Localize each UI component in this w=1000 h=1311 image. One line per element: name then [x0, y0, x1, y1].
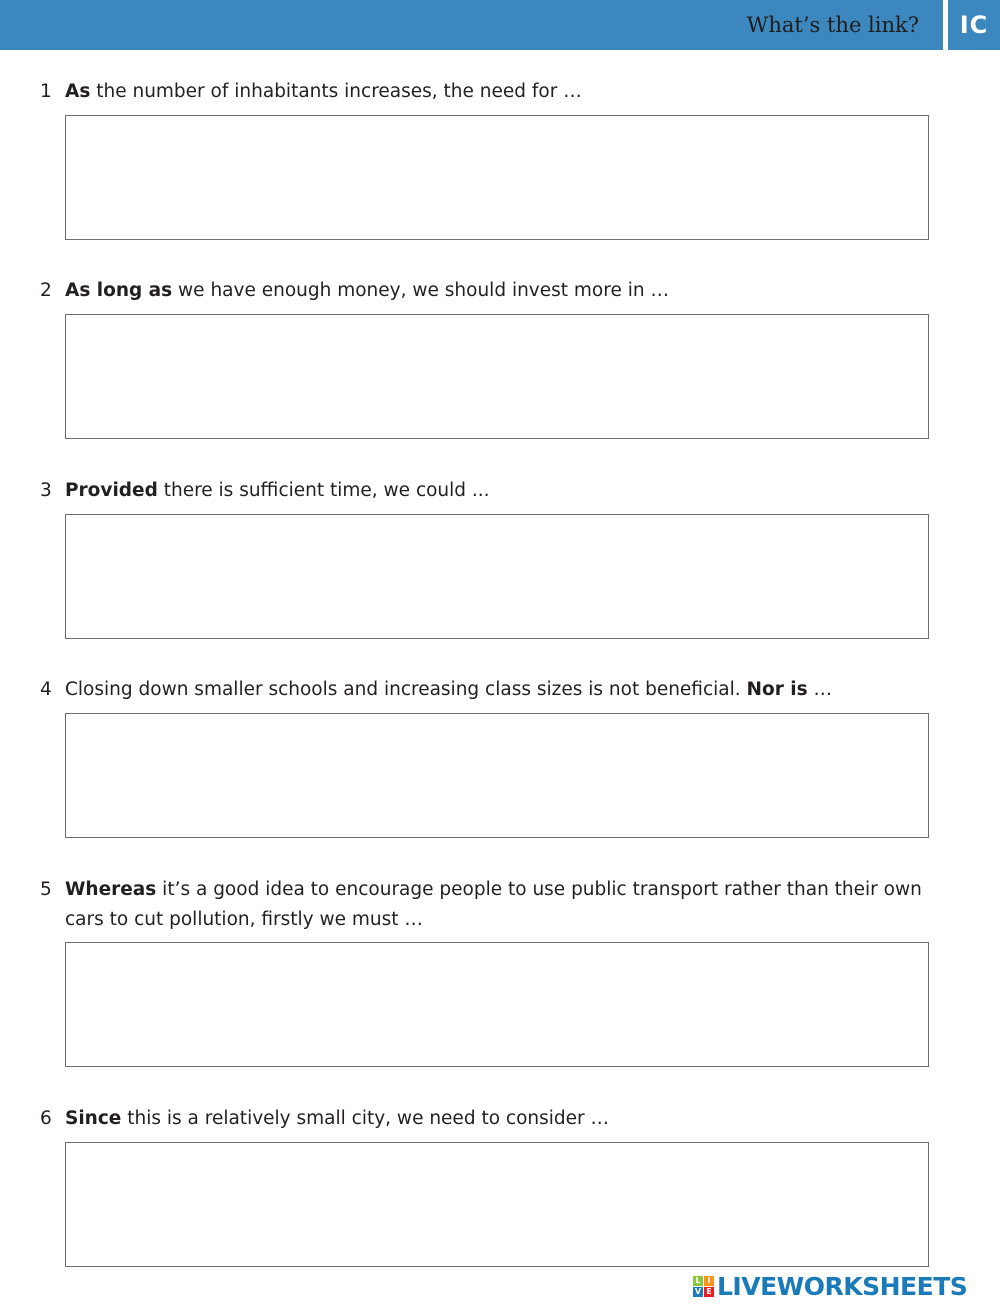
question-text — [65, 276, 925, 306]
question-body: there is sufficient time, we could ... — [157, 480, 490, 501]
grid-letter: V — [694, 1287, 702, 1296]
question-number: 1 — [40, 81, 52, 102]
grid-letter: L — [693, 1276, 703, 1286]
liveworksheets-wordmark: LIVEWORKSHEETS — [717, 1272, 968, 1301]
question-text — [65, 675, 925, 705]
header-bar — [0, 0, 943, 50]
question-pre: Closing down smaller schools and increasing class sizes is not beneficial. — [65, 679, 747, 700]
header-title: What’s the link? — [746, 13, 919, 37]
linker-word: Provided — [65, 480, 158, 501]
question-body: the number of inhabitants increases, the need for … — [90, 81, 582, 102]
answer-box-6[interactable] — [65, 1142, 929, 1267]
question-body: we have enough money, we should invest more in … — [172, 280, 669, 301]
question-number: 2 — [40, 280, 52, 301]
liveworksheets-grid-icon — [693, 1276, 714, 1297]
answer-box-1[interactable] — [65, 115, 929, 240]
linker-word: Nor is — [746, 679, 808, 700]
question-text — [65, 77, 925, 107]
linker-word: Since — [65, 1108, 122, 1129]
question-text — [65, 1104, 925, 1134]
question-number: 6 — [40, 1108, 52, 1129]
question-body: this is a relatively small city, we need to consider … — [121, 1108, 609, 1129]
grid-letter: I — [704, 1276, 714, 1286]
linker-word: As — [65, 81, 91, 102]
unit-tag: IC — [948, 0, 1000, 50]
answer-box-5[interactable] — [65, 942, 929, 1067]
linker-word: Whereas — [65, 879, 157, 900]
question-number: 3 — [40, 480, 52, 501]
question-number: 4 — [40, 679, 52, 700]
linker-word: As long as — [65, 280, 173, 301]
liveworksheets-logo[interactable] — [693, 1272, 967, 1301]
question-number: 5 — [40, 879, 52, 900]
answer-box-2[interactable] — [65, 314, 929, 439]
grid-letter: E — [704, 1287, 714, 1297]
question-body: it’s a good idea to encourage people to use public transport rather than their own cars to cut pollution, firstly we must … — [65, 879, 922, 930]
answer-box-3[interactable] — [65, 514, 929, 639]
answer-box-4[interactable] — [65, 713, 929, 838]
question-text — [65, 476, 925, 506]
question-text — [65, 875, 925, 935]
question-post: … — [807, 679, 833, 700]
